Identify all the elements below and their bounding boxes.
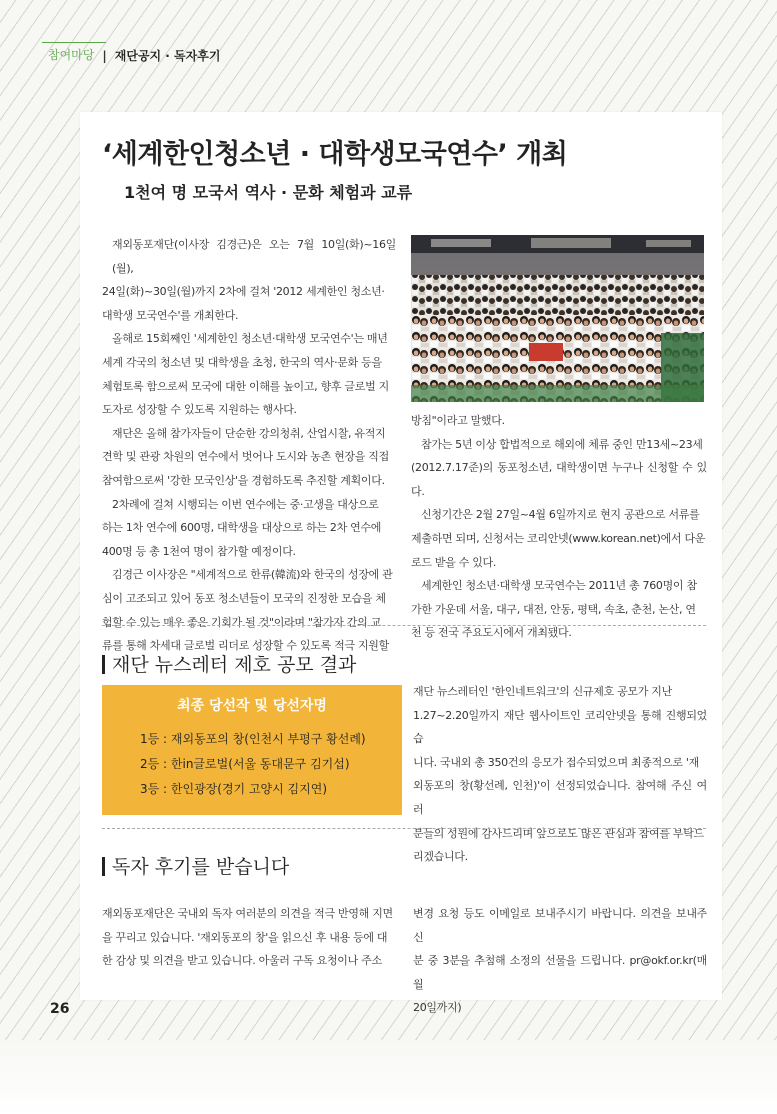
article-line: 체험토록 함으로써 모국에 대한 이해를 높이고, 향후 글로벌 지 xyxy=(102,379,389,393)
event-photo-image xyxy=(411,235,704,402)
article-line: (2012.7.17준)의 동포청소년, 대학생이면 누구나 신청할 수 있다. xyxy=(411,461,707,498)
article-line: 견학 및 관광 차원의 연수에서 벗어나 도시와 농촌 현장을 직접 xyxy=(102,450,389,464)
article-line: 2차례에 걸쳐 시행되는 이번 연수에는 중·고생을 대상으로 xyxy=(112,497,379,511)
newsletter-line: 니다. 국내외 총 350건의 응모가 접수되었으며 최종적으로 '재 xyxy=(413,755,699,769)
newsletter-title: 재단 뉴스레터 제호 공모 결과 xyxy=(112,654,357,676)
winners-box-title: 최종 당선작 및 당선자명 xyxy=(177,698,327,714)
newsletter-line: 1.27~2.20일까지 재단 웹사이트인 코리안넷을 통해 진행되었습 xyxy=(413,708,707,746)
header-section-title: 재단공지 · 독자후기 xyxy=(114,49,221,63)
article-right-column xyxy=(411,409,707,645)
section-divider xyxy=(102,625,706,626)
reader-line: 재외동포재단은 국내외 독자 여러분의 의견을 적극 반영해 지면 xyxy=(102,907,393,920)
heading-bar xyxy=(102,857,105,876)
article-line: 류를 통해 차세대 글로벌 리더로 성장할 수 있도록 적극 지원할 xyxy=(102,639,389,653)
article-line: 심이 고조되고 있어 동포 청소년들이 모국의 진정한 모습을 체 xyxy=(102,591,386,605)
reader-section-heading xyxy=(102,852,289,879)
article-line: 400명 등 총 1천여 명이 참가할 예정이다. xyxy=(102,544,296,558)
reader-line: 변경 요청 등도 이메일로 보내주시기 바랍니다. 의견을 보내주신 xyxy=(413,907,707,944)
newsletter-line: 재단 뉴스레터인 '한인네트워크'의 신규제호 공모가 지난 xyxy=(413,685,672,698)
newsletter-line: 분들의 성원에 감사드리며 앞으로도 많은 관심과 참여를 부탁드 xyxy=(413,826,704,840)
newsletter-section-heading xyxy=(102,650,356,677)
article-line: 참여함으로써 '강한 모국인상'을 경험하도록 추진할 계획이다. xyxy=(102,473,385,487)
article-line: 천 등 전국 주요도시에서 개최됐다. xyxy=(411,626,572,640)
heading-bar xyxy=(102,655,105,674)
article-line: 24일(화)~30일(월)까지 2차에 걸쳐 '2012 세계한인 청소년· xyxy=(102,285,385,299)
article-line: 김경근 이사장은 "세계적으로 한류(韓流)와 한국의 성장에 관 xyxy=(112,568,393,582)
winner-item: 2등 : 한in글로벌(서울 동대문구 김기섭) xyxy=(140,757,350,771)
reader-line: 을 꾸리고 있습니다. '재외동포의 창'을 읽으신 후 내용 등에 대 xyxy=(102,930,388,944)
newsletter-body xyxy=(413,680,707,869)
article-subtitle: 1천여 명 모국서 역사 · 문화 체험과 교류 xyxy=(124,183,413,202)
reader-line: 분 중 3분을 추첨해 소정의 선물을 드립니다. pr@okf.or.kr(매월 xyxy=(413,954,707,991)
article-line: 험할 수 있는 매우 좋은 기회가 될 것"이라며 "참가자 간의 교 xyxy=(102,615,381,629)
header-separator: | xyxy=(102,48,107,63)
reader-left-column xyxy=(102,902,396,973)
reader-line: 20일까지) xyxy=(413,1001,462,1015)
article-line: 제출하면 되며, 신청서는 코리안넷(www.korean.net)에서 다운 xyxy=(411,531,706,545)
article-line: 대학생 모국연수'를 개최한다. xyxy=(102,308,239,322)
article-line: 올해로 15회째인 '세계한인 청소년·대학생 모국연수'는 매년 xyxy=(112,332,388,346)
article-line: 세계 각국의 청소년 및 대학생을 초청, 한국의 역사·문화 등을 xyxy=(102,355,382,369)
article-line: 하는 1차 연수에 600명, 대학생을 대상으로 하는 2차 연수에 xyxy=(102,521,382,535)
section-divider xyxy=(102,828,706,829)
article-line: 방침"이라고 말했다. xyxy=(411,414,505,427)
article-line: 가한 가운데 서울, 대구, 대전, 안동, 평택, 속초, 춘천, 논산, 연 xyxy=(411,602,696,616)
reader-title: 독자 후기를 받습니다 xyxy=(112,856,290,878)
winners-box xyxy=(102,685,402,815)
article-left-column xyxy=(102,233,396,658)
article-line: 세계한인 청소년·대학생 모국연수는 2011년 총 760명이 참 xyxy=(421,579,697,593)
article-line: 참가는 5년 이상 합법적으로 해외에 체류 중인 만13세~23세 xyxy=(421,437,703,451)
article-line: 로드 받을 수 있다. xyxy=(411,555,497,569)
article-line: 재단은 올해 참가자들이 단순한 강의청취, 산업시찰, 유적지 xyxy=(112,426,386,440)
reader-line: 한 감상 및 의견을 받고 있습니다. 아울러 구독 요청이나 주소 xyxy=(102,954,382,968)
article-title: ‘세계한인청소년 · 대학생모국연수’ 개최 xyxy=(102,139,568,170)
event-group-photo xyxy=(411,235,704,402)
header-category-tab: 참여마당 xyxy=(48,46,94,65)
article-line: 신청기간은 2월 27일~4월 6일까지로 현지 공관으로 서류를 xyxy=(421,508,700,522)
reader-right-column xyxy=(413,902,707,1020)
page-header xyxy=(48,46,220,65)
newsletter-line: 리겠습니다. xyxy=(413,850,468,864)
newsletter-line: 외동포의 창(황선례, 인천)'이 선정되었습니다. 참여해 주신 여러 xyxy=(413,779,707,816)
page-number: 26 xyxy=(50,1001,70,1017)
winner-item: 1등 : 재외동포의 창(인천시 부평구 황선례) xyxy=(140,732,366,746)
page-bottom-margin xyxy=(0,1040,777,1114)
winner-item: 3등 : 한인광장(경기 고양시 김지연) xyxy=(140,782,327,796)
article-line: 도자로 성장할 수 있도록 지원하는 행사다. xyxy=(102,403,297,417)
article-line: 재외동포재단(이사장 김경근)은 오는 7월 10일(화)~16일(월), xyxy=(112,238,396,275)
